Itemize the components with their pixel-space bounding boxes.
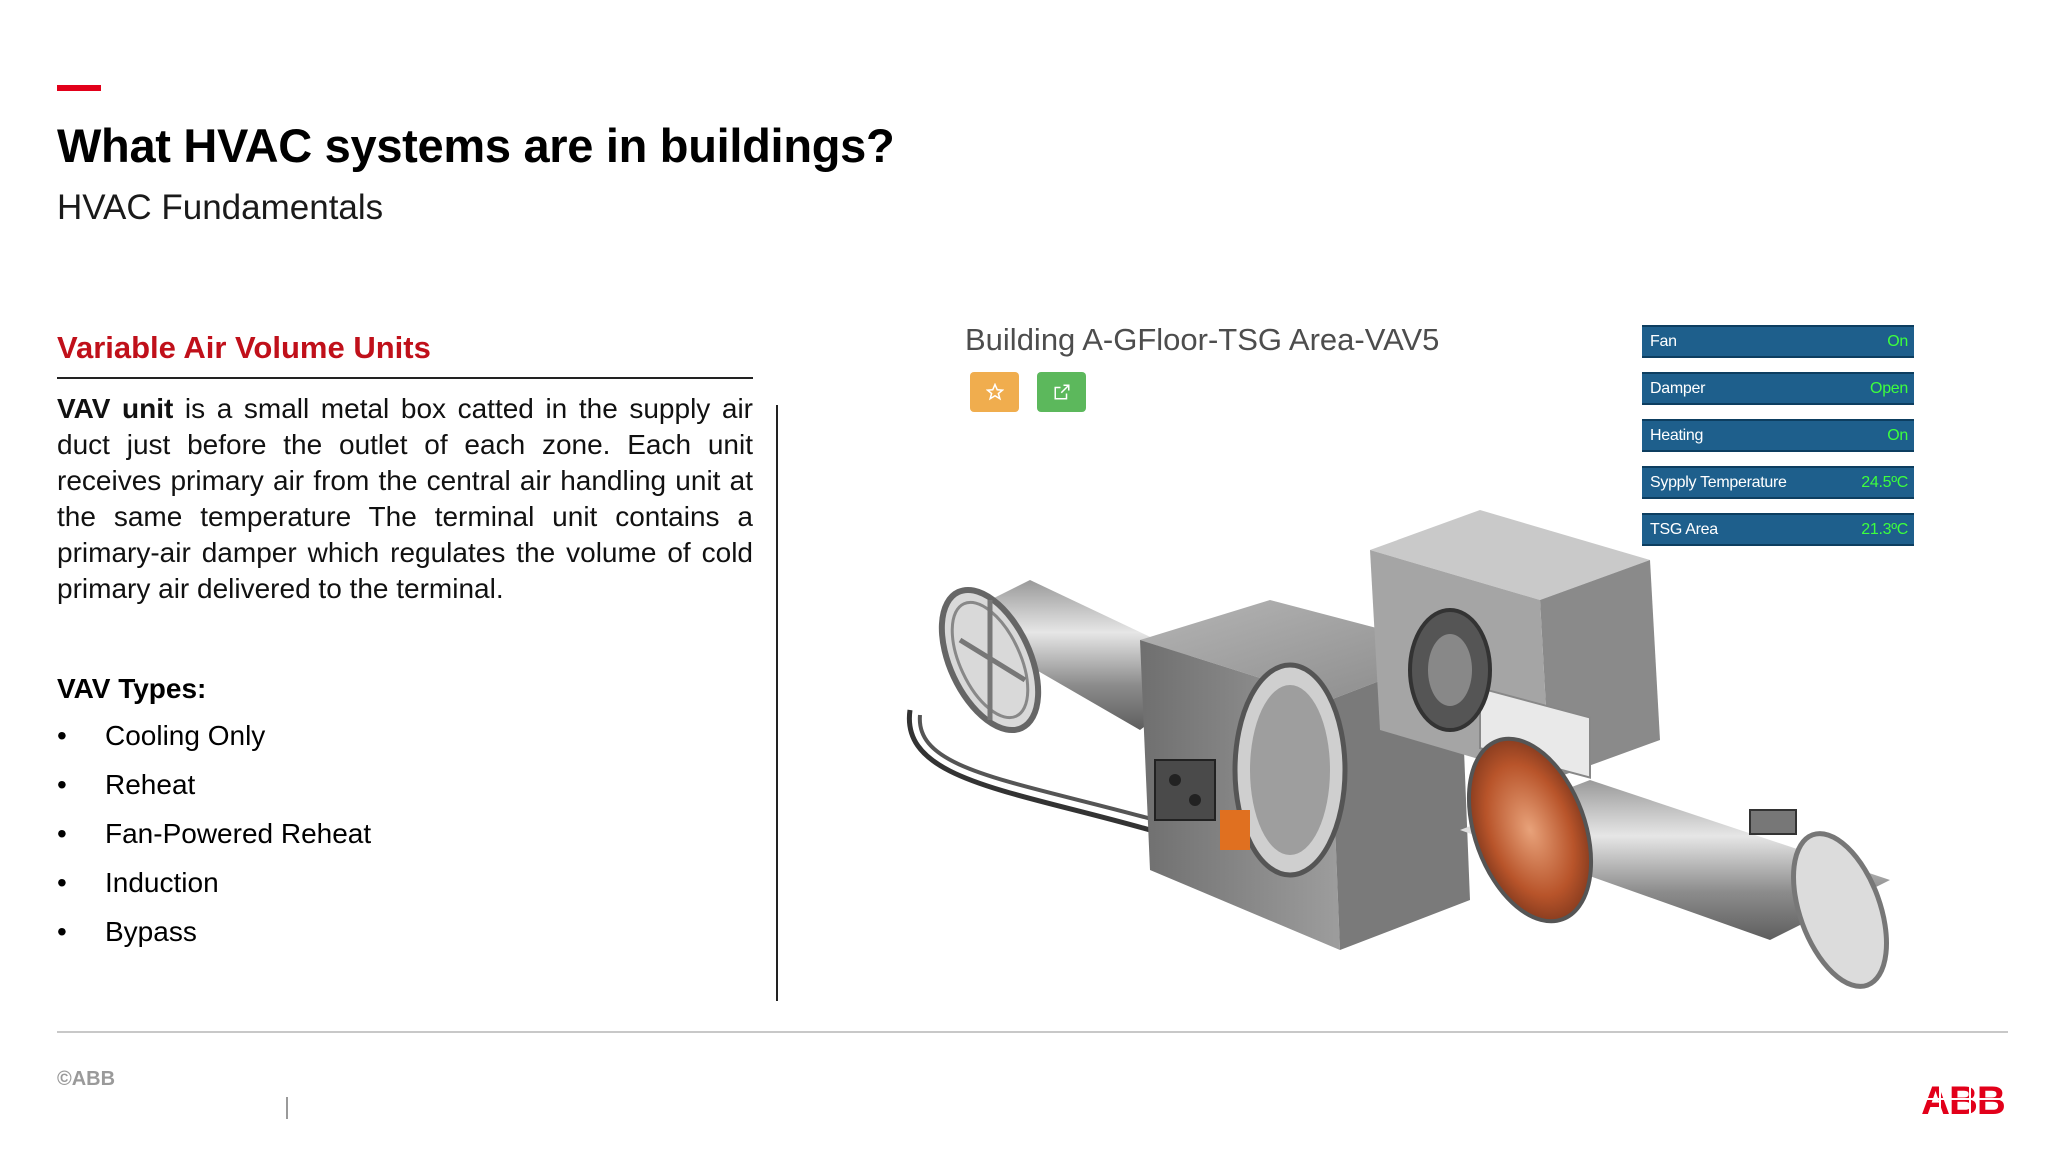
- description-paragraph: [57, 391, 753, 607]
- star-icon: [986, 383, 1004, 401]
- list-item-label: Induction: [105, 867, 219, 898]
- bullet: •: [57, 769, 67, 800]
- status-value: On: [1887, 333, 1908, 350]
- status-label: Damper: [1650, 380, 1706, 397]
- bullet: •: [57, 867, 67, 898]
- bullet: •: [57, 916, 67, 947]
- bullet: •: [57, 720, 67, 751]
- status-row-fan: [1642, 325, 1914, 358]
- page-title: What HVAC systems are in buildings?: [57, 119, 895, 172]
- status-label: Fan: [1650, 333, 1677, 350]
- section-heading: Variable Air Volume Units: [57, 330, 431, 365]
- abb-logo: [1918, 1080, 2008, 1118]
- status-row-tsg-area: [1642, 513, 1914, 546]
- page-subtitle: HVAC Fundamentals: [57, 188, 384, 227]
- status-row-heating: [1642, 419, 1914, 452]
- external-link-icon: [1053, 383, 1071, 401]
- status-value: On: [1887, 427, 1908, 444]
- device-title: Building A-GFloor-TSG Area-VAV5: [965, 322, 1440, 357]
- status-value: 21.3ºC: [1861, 521, 1908, 538]
- description-text: is a small metal box catted in the supply air duct just before the outlet of each zone. Each unit receives primary air from the central air handling unit at the same temperature The terminal unit contains a primary-air damper which regulates the volume of cold primary air delivered to the terminal.: [57, 393, 753, 604]
- status-value: 24.5ºC: [1861, 474, 1908, 491]
- list-item-label: Fan-Powered Reheat: [105, 818, 372, 849]
- status-label: Sypply Temperature: [1650, 474, 1787, 491]
- list-item-label: Bypass: [105, 916, 197, 947]
- svg-text:ABB: ABB: [1921, 1080, 2005, 1118]
- description-bold-term: VAV unit: [57, 393, 174, 424]
- section-divider: [57, 377, 753, 379]
- status-value: Open: [1870, 380, 1908, 397]
- list-item-label: Cooling Only: [105, 720, 266, 751]
- open-external-button[interactable]: [1037, 372, 1086, 412]
- status-label: Heating: [1650, 427, 1704, 444]
- footer-separator: [286, 1097, 288, 1119]
- copyright: ©ABB: [57, 1068, 116, 1090]
- types-heading: VAV Types:: [57, 673, 207, 704]
- bullet: •: [57, 818, 67, 849]
- column-divider: [776, 405, 778, 1001]
- footer-divider: [57, 1031, 2008, 1033]
- favorite-button[interactable]: [970, 372, 1019, 412]
- status-label: TSG Area: [1650, 521, 1718, 538]
- accent-bar: [57, 85, 101, 91]
- list-item-label: Reheat: [105, 769, 196, 800]
- status-row-supply-temperature: [1642, 466, 1914, 499]
- outlet-duct: [1446, 722, 1905, 999]
- vav-unit-illustration: [890, 310, 1980, 1030]
- status-row-damper: [1642, 372, 1914, 405]
